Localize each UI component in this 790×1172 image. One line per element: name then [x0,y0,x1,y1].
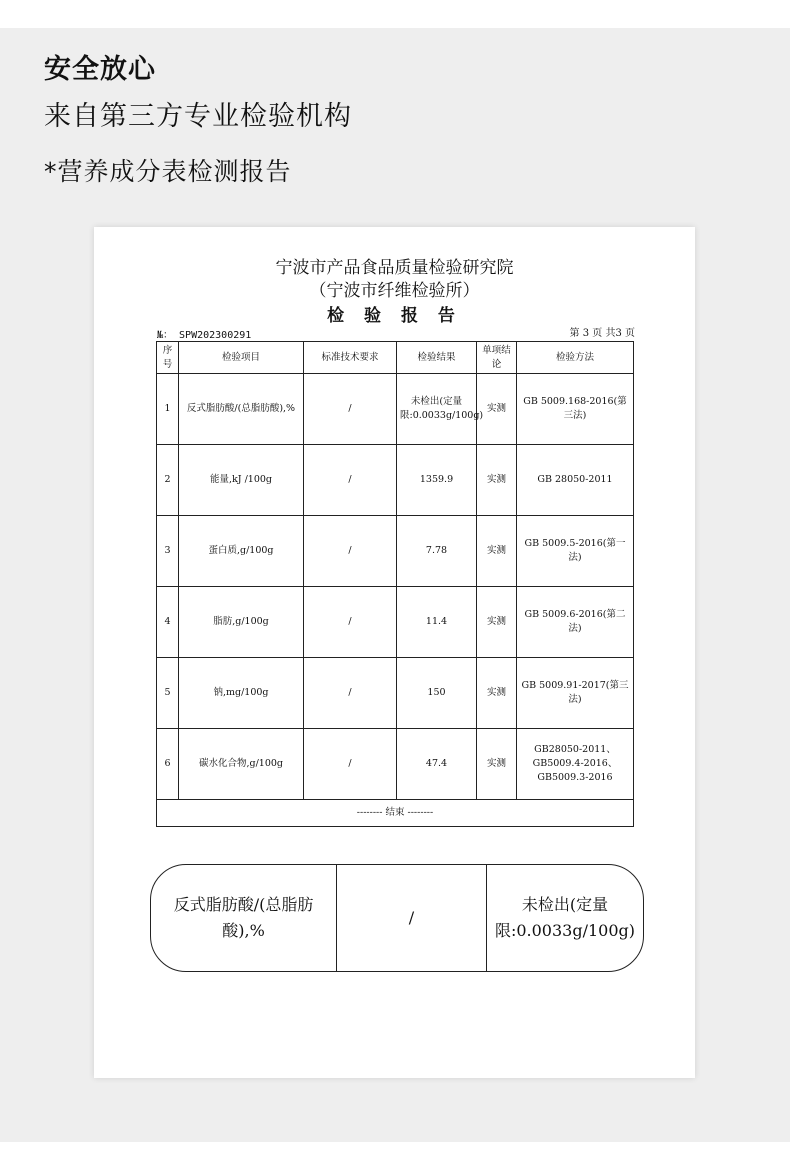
cell-conclusion: 实测 [477,374,517,445]
zoomed-detail-callout [150,864,644,972]
bottom-band [0,1142,790,1172]
top-band [0,0,790,28]
zoom-result: 未检出(定量限:0.0033g/100g) [494,895,636,940]
cell-conclusion: 实测 [477,587,517,658]
cell-result: 11.4 [397,587,477,658]
table-row [157,729,634,800]
cell-method: GB 5009.5-2016(第一法) [517,516,634,587]
table-end-row [157,800,634,827]
cell-conclusion: 实测 [477,516,517,587]
cell-item: 钠,mg/100g [179,658,304,729]
zoom-item: 反式脂肪酸/(总脂肪酸),% [151,865,337,971]
cell-standard: / [304,516,397,587]
report-title: 检 验 报 告 [327,306,462,326]
cell-result: 1359.9 [397,445,477,516]
table-row [157,587,634,658]
end-note: -------- 结束 -------- [157,800,634,827]
cell-standard: / [304,445,397,516]
cell-no: 6 [157,729,179,800]
report-table [156,341,634,827]
table-header-row [157,342,634,374]
cell-result: 47.4 [397,729,477,800]
header-item: 检验项目 [179,342,304,374]
org-alt-name: （宁波市纤维检验所） [309,281,480,301]
cell-item: 脂肪,g/100g [179,587,304,658]
cell-no: 2 [157,445,179,516]
cell-conclusion: 实测 [477,445,517,516]
cell-result: 7.78 [397,516,477,587]
cell-method: GB 5009.91-2017(第三法) [517,658,634,729]
table-row [157,445,634,516]
cell-standard: / [304,374,397,445]
cell-standard: / [304,729,397,800]
cell-no: 1 [157,374,179,445]
zoom-standard: / [337,865,487,971]
cell-no: 3 [157,516,179,587]
cell-item: 碳水化合物,g/100g [179,729,304,800]
header-conclusion: 单项结论 [477,342,517,374]
cell-standard: / [304,587,397,658]
headline-safe: 安全放心 [44,54,156,85]
cell-item: 反式脂肪酸/(总脂肪酸),% [179,374,304,445]
doc-number: №： SPW202300291 [157,330,252,341]
cell-conclusion: 实测 [477,658,517,729]
cell-item: 蛋白质,g/100g [179,516,304,587]
cell-no: 5 [157,658,179,729]
org-name: 宁波市产品食品质量检验研究院 [275,258,514,278]
header-method: 检验方法 [517,342,634,374]
cell-method: GB 5009.168-2016(第三法) [517,374,634,445]
inspection-report-document [94,227,695,1078]
headline-third-party: 来自第三方专业检验机构 [44,101,352,132]
cell-standard: / [304,658,397,729]
page-info: 第 3 页 共3 页 [569,328,635,339]
cell-result: 未检出(定量限:0.0033g/100g) [397,374,477,445]
header-no: 序号 [157,342,179,374]
cell-method: GB 5009.6-2016(第二法) [517,587,634,658]
cell-method: GB 28050-2011 [517,445,634,516]
table-row [157,374,634,445]
cell-no: 4 [157,587,179,658]
header-standard: 标准技术要求 [304,342,397,374]
cell-item: 能量,kJ /100g [179,445,304,516]
cell-conclusion: 实测 [477,729,517,800]
cell-method: GB28050-2011、GB5009.4-2016、GB5009.3-2016 [517,729,634,800]
cell-result: 150 [397,658,477,729]
headline-report-note: *营养成分表检测报告 [44,157,292,186]
table-row [157,658,634,729]
header-result: 检验结果 [397,342,477,374]
table-row [157,516,634,587]
